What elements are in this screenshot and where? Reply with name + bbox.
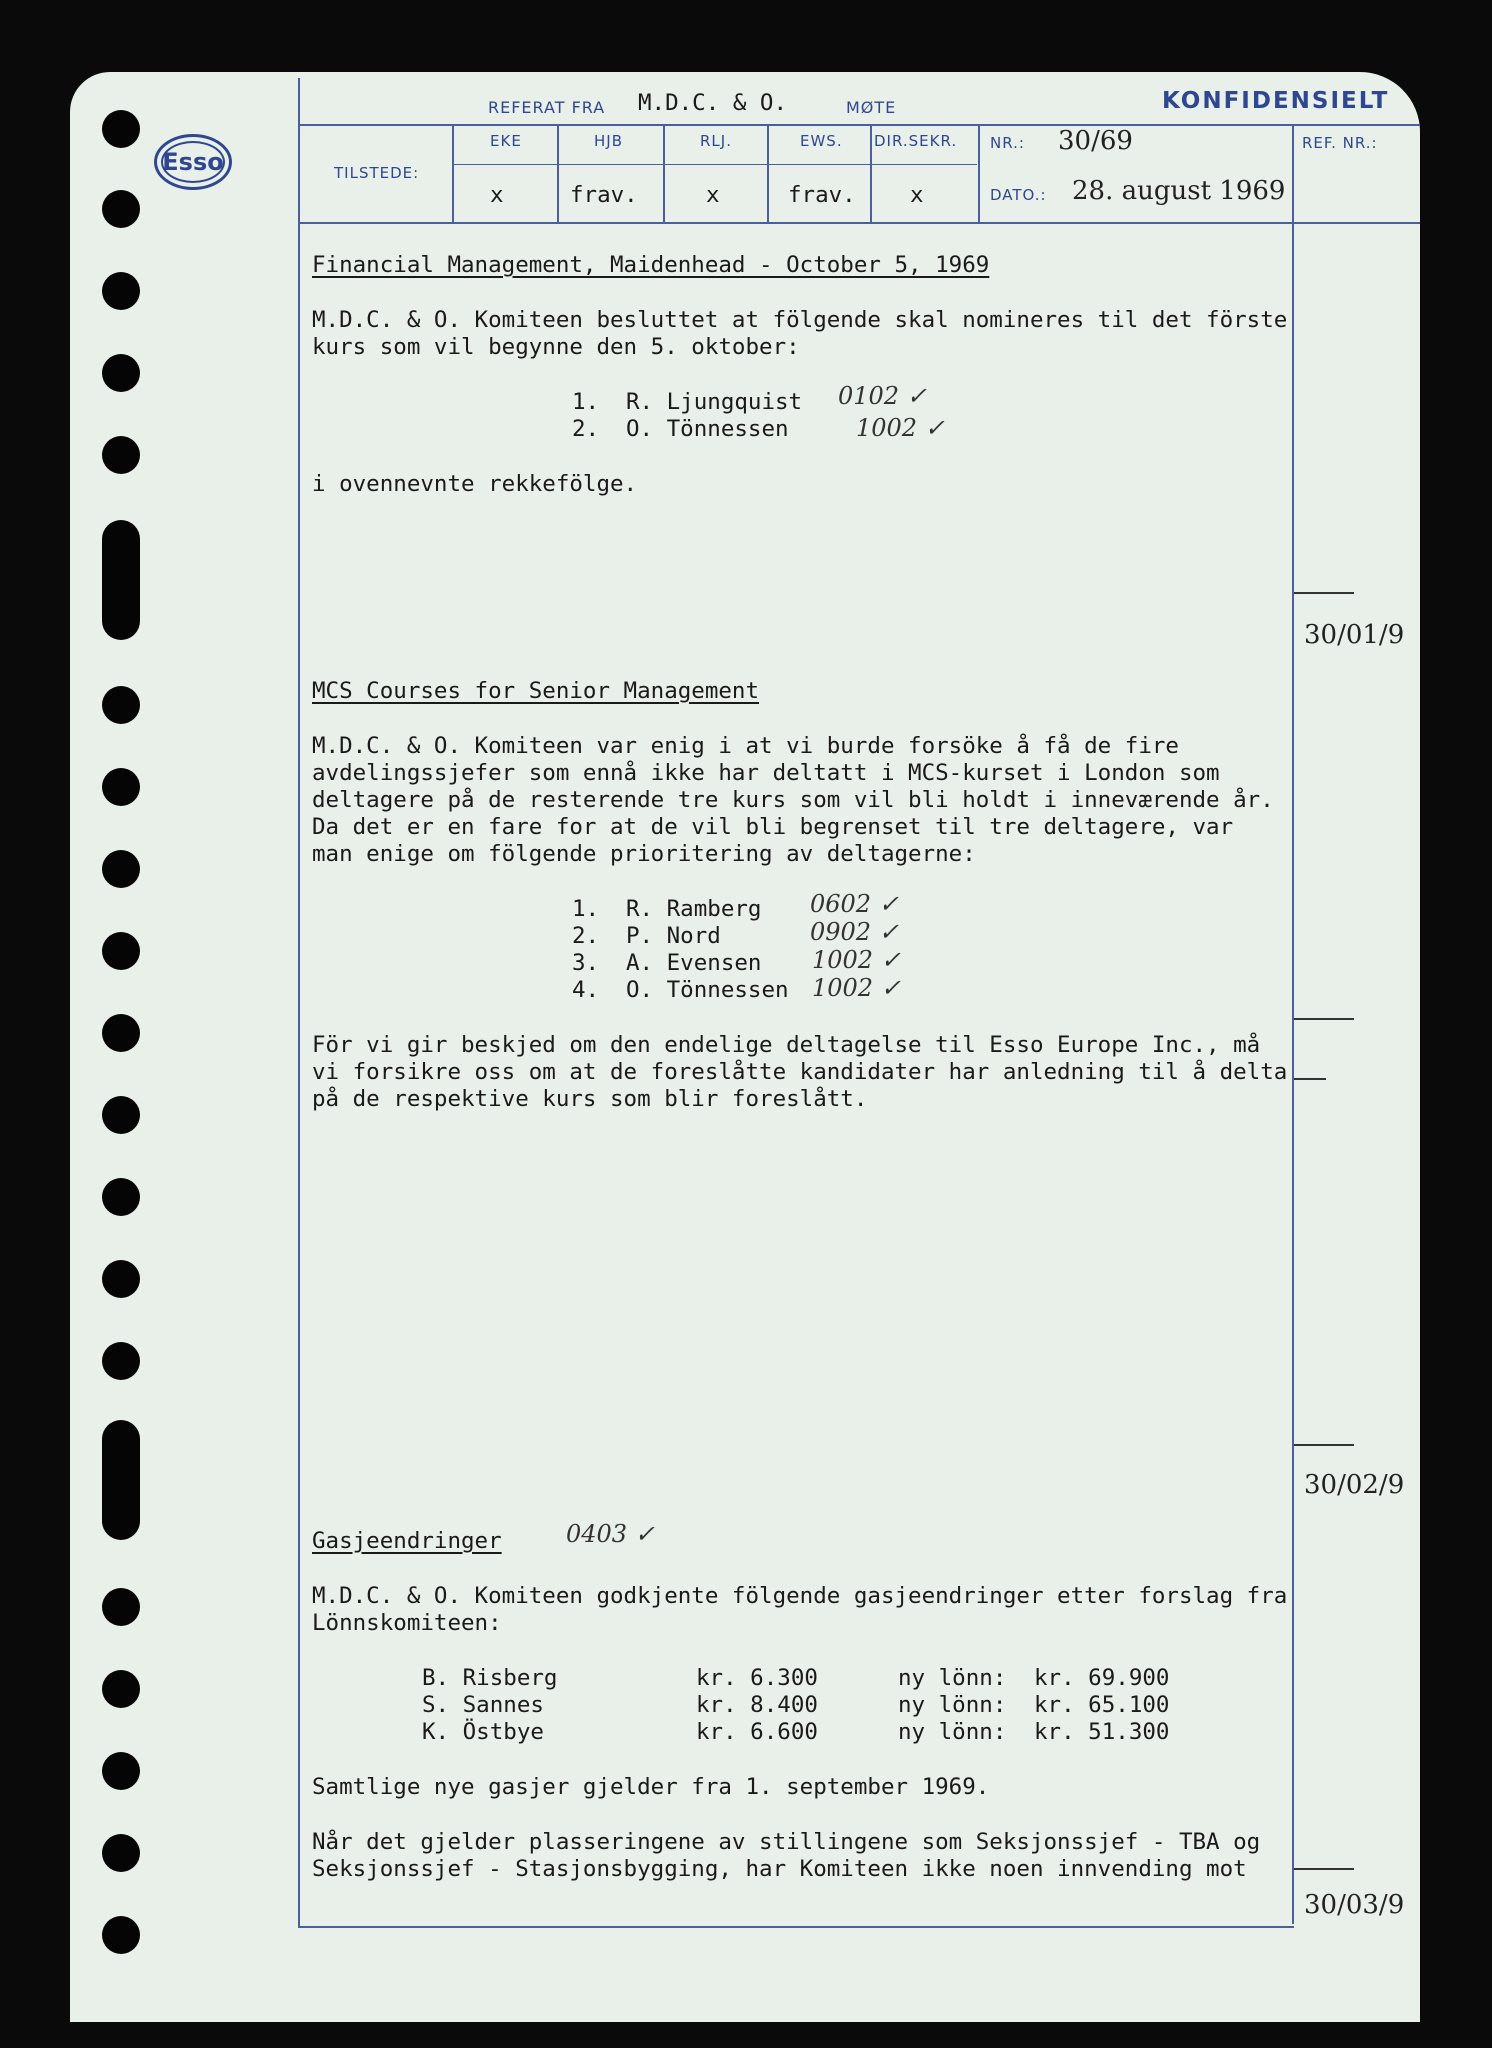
paragraph-line: Lönnskomiteen:: [312, 1610, 502, 1636]
salary-name: S. Sannes: [422, 1692, 544, 1718]
list-name: P. Nord: [626, 923, 721, 949]
paragraph-line: M.D.C. & O. Komiteen var enig i at vi burde forsöke å få de fire: [312, 733, 1179, 759]
punch-hole: [102, 272, 140, 310]
paragraph-line: Når det gjelder plasseringene av stillingene som Seksjonssjef - TBA og: [312, 1829, 1261, 1855]
ref-rule: [1294, 1078, 1326, 1080]
list-name: R. Ramberg: [626, 896, 762, 922]
punch-hole: [102, 1014, 140, 1052]
section-title: Financial Management, Maidenhead - October 5, 1969: [312, 252, 990, 278]
ref-rule: [1294, 1868, 1354, 1870]
attendee-status: frav.: [570, 182, 638, 208]
salary-label: ny lönn:: [898, 1692, 1007, 1718]
tilstede-label: TILSTEDE:: [334, 164, 420, 182]
right-margin-rule: [1292, 124, 1294, 1924]
paragraph-line: i ovennevnte rekkefölge.: [312, 471, 638, 497]
paragraph-line: kurs som vil begynne den 5. oktober:: [312, 334, 800, 360]
punch-hole: [102, 1420, 140, 1540]
column-rule: [663, 124, 665, 222]
attendee-code: EWS.: [800, 132, 843, 150]
reference-number: 30/01/9: [1304, 620, 1405, 650]
reference-number: 30/03/9: [1304, 1890, 1405, 1920]
punch-hole: [102, 354, 140, 392]
list-number: 1.: [572, 896, 600, 922]
ref-rule: [1294, 592, 1354, 594]
punch-hole: [102, 1916, 140, 1954]
punch-hole: [102, 190, 140, 228]
punch-hole: [102, 850, 140, 888]
punch-hole: [102, 110, 140, 148]
paragraph-line: Samtlige nye gasjer gjelder fra 1. september 1969.: [312, 1774, 990, 1800]
ref-nr-label: REF. NR.:: [1302, 134, 1378, 152]
section-title: MCS Courses for Senior Management: [312, 678, 760, 704]
punch-hole: [102, 686, 140, 724]
paragraph-line: M.D.C. & O. Komiteen godkjente fölgende gasjeendringer etter forslag fra: [312, 1583, 1288, 1609]
confidential-label: KONFIDENSIELT: [1162, 88, 1390, 114]
dato-value: 28. august 1969: [1072, 176, 1286, 206]
section-title: Gasjeendringer: [312, 1528, 502, 1554]
nr-value: 30/69: [1058, 126, 1133, 156]
list-name: A. Evensen: [626, 950, 762, 976]
header-rule: [300, 124, 1420, 126]
list-name: O. Tönnessen: [626, 977, 789, 1003]
salary-name: K. Östbye: [422, 1719, 544, 1745]
punch-hole: [102, 1752, 140, 1790]
punch-hole: [102, 1588, 140, 1626]
paragraph-line: vi forsikre oss om at de foreslåtte kandidater har anledning til å delta: [312, 1059, 1288, 1085]
attendee-code: EKE: [490, 132, 522, 150]
column-rule: [978, 124, 980, 222]
attendee-status: x: [706, 182, 720, 208]
paragraph-line: Seksjonssjef - Stasjonsbygging, har Komiteen ikke noen innvending mot: [312, 1856, 1247, 1882]
salary-name: B. Risberg: [422, 1665, 558, 1691]
list-name: R. Ljungquist: [626, 389, 803, 415]
attendee-status: frav.: [788, 182, 856, 208]
salary-label: ny lönn:: [898, 1665, 1007, 1691]
handwritten-note: 0602 ✓: [810, 890, 899, 918]
paragraph-line: man enige om fölgende prioritering av deltagerne:: [312, 841, 976, 867]
list-number: 2.: [572, 416, 600, 442]
paragraph-line: M.D.C. & O. Komiteen besluttet at fölgende skal nomineres til det förste: [312, 307, 1288, 333]
reference-number: 30/02/9: [1304, 1470, 1405, 1500]
punch-hole: [102, 1342, 140, 1380]
punch-hole: [102, 1670, 140, 1708]
salary-label: ny lönn:: [898, 1719, 1007, 1745]
ref-rule: [1294, 1018, 1354, 1020]
punch-hole: [102, 1260, 140, 1298]
punch-hole: [102, 1096, 140, 1134]
salary-new: kr. 51.300: [1034, 1719, 1170, 1745]
nr-label: NR.:: [990, 134, 1025, 152]
handwritten-note: 1002 ✓: [812, 946, 901, 974]
paragraph-line: avdelingssjefer som ennå ikke har deltatt i MCS-kurset i London som: [312, 760, 1220, 786]
handwritten-note: 1002 ✓: [812, 974, 901, 1002]
meeting-name: M.D.C. & O.: [638, 90, 788, 116]
column-rule: [452, 124, 454, 222]
attendee-code: RLJ.: [700, 132, 732, 150]
column-rule: [767, 124, 769, 222]
logo-text: Esso: [162, 148, 224, 176]
column-rule: [1292, 124, 1294, 222]
list-number: 2.: [572, 923, 600, 949]
punch-hole: [102, 768, 140, 806]
punch-hole: [102, 1834, 140, 1872]
list-number: 4.: [572, 977, 600, 1003]
left-margin-rule: [298, 78, 300, 1928]
handwritten-note: 0403 ✓: [566, 1520, 655, 1548]
attendee-code: DIR.SEKR.: [874, 132, 958, 150]
attendee-code: HJB: [594, 132, 623, 150]
handwritten-note: 0902 ✓: [810, 918, 899, 946]
punch-hole: [102, 520, 140, 640]
ref-rule: [1294, 1444, 1354, 1446]
salary-new: kr. 69.900: [1034, 1665, 1170, 1691]
punch-hole: [102, 436, 140, 474]
paragraph-line: på de respektive kurs som blir foreslått.: [312, 1086, 868, 1112]
list-number: 1.: [572, 389, 600, 415]
list-name: O. Tönnessen: [626, 416, 789, 442]
paragraph-line: För vi gir beskjed om den endelige deltagelse til Esso Europe Inc., må: [312, 1032, 1261, 1058]
salary-amount: kr. 8.400: [696, 1692, 818, 1718]
esso-logo: [154, 134, 232, 190]
column-rule: [557, 124, 559, 222]
column-rule: [870, 124, 872, 222]
salary-amount: kr. 6.600: [696, 1719, 818, 1745]
handwritten-note: 0102 ✓: [838, 382, 927, 410]
salary-amount: kr. 6.300: [696, 1665, 818, 1691]
attendee-status: x: [910, 182, 924, 208]
list-number: 3.: [572, 950, 600, 976]
handwritten-note: 1002 ✓: [856, 414, 945, 442]
mote-label: MØTE: [846, 98, 897, 117]
header-bottom-rule: [300, 222, 1420, 224]
salary-new: kr. 65.100: [1034, 1692, 1170, 1718]
dato-label: DATO.:: [990, 186, 1047, 204]
punch-hole: [102, 932, 140, 970]
paragraph-line: Da det er en fare for at de vil bli begrenset til tre deltagere, var: [312, 814, 1234, 840]
punch-hole: [102, 1178, 140, 1216]
attendee-row-rule: [453, 164, 977, 165]
attendee-status: x: [490, 182, 504, 208]
referat-label: REFERAT FRA: [488, 98, 606, 117]
paragraph-line: deltagere på de resterende tre kurs som vil bli holdt i inneværende år.: [312, 787, 1274, 813]
footer-rule: [298, 1926, 1294, 1928]
